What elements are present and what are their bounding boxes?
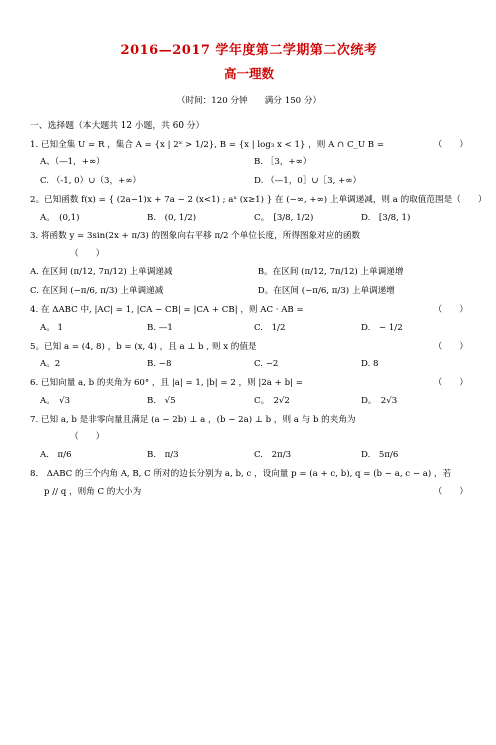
option-a: A. 在区间 (π/12, 7π/12) 上单调递减 bbox=[30, 266, 173, 277]
option-d: D。在区间 (−π/6, π/3) 上单调递增 bbox=[257, 286, 395, 297]
option-b: B。在区间 (π/12, 7π/12) 上单调递增 bbox=[257, 266, 404, 277]
question-5 bbox=[30, 342, 468, 370]
exam-meta: （时间：120 分钟 满分 150 分） bbox=[176, 95, 322, 106]
question-7-stem: 7. 已知 a, b 是非零向量且满足 (a − 2b) ⊥ a ，(b − 2a) ⊥ b ，则 a 与 b 的夹角为 bbox=[30, 414, 356, 425]
exam-page bbox=[0, 43, 496, 745]
question-1-stem: 1. 已知全集 U = R ，集合 A = {x | 2ˣ > 1/2}, B = {x | log₃ x < 1} ，则 A ∩ C_U B = bbox=[30, 139, 385, 150]
option-b: B. √5 bbox=[147, 395, 176, 406]
option-a: A. π/6 bbox=[40, 450, 72, 461]
question-6-options bbox=[40, 396, 468, 407]
exam-subtitle: 高一理数 bbox=[223, 66, 274, 82]
option-d: D. （—1，0］∪［3, +∞） bbox=[254, 176, 362, 187]
option-d: D. − 1/2 bbox=[361, 322, 403, 333]
question-8-stem-continued: p // q ，则角 C 的大小为 bbox=[44, 486, 142, 497]
option-a: A。 √3 bbox=[40, 395, 71, 406]
option-c: C. 在区间 (−π/6, π/3) 上单调递减 bbox=[30, 286, 164, 297]
answer-bracket: （ ） bbox=[433, 139, 468, 150]
section-heading: 一、选择题（本大题共 12 小题，共 60 分） bbox=[30, 120, 205, 131]
question-8-stem: 8. ΔABC 的三个内角 A, B, C 所对的边长分别为 a, b, c ，设向量 p = (a + c, b), q = (b − a, c − a) ，若 bbox=[30, 468, 452, 479]
question-2 bbox=[30, 194, 487, 223]
option-c: C。 2√2 bbox=[254, 395, 290, 406]
question-3-stem: 3. 将函数 y = 3sin(2x + π/3) 的图象向右平移 π/2 个单位长度，所得图象对应的函数 bbox=[30, 231, 361, 242]
option-d: D. [3/8, 1) bbox=[361, 212, 411, 223]
option-d: D. 8 bbox=[361, 359, 379, 370]
option-d: D。 2√3 bbox=[361, 395, 398, 406]
question-5-stem: 5。已知 a = (4, 8) ，b = (x, 4) ，且 a ⊥ b , 则 x 的值是 bbox=[30, 341, 257, 352]
answer-bracket: （ ） bbox=[433, 305, 468, 316]
question-7-options bbox=[40, 450, 468, 461]
option-c: C. 1/2 bbox=[254, 322, 286, 333]
question-3-options bbox=[30, 267, 468, 297]
option-c: C. （-1, 0）∪（3，+∞） bbox=[40, 176, 142, 187]
question-4 bbox=[30, 305, 468, 333]
option-a: A。 (0,1) bbox=[40, 212, 80, 223]
question-8 bbox=[30, 469, 468, 497]
option-b: B. —1 bbox=[147, 322, 173, 333]
answer-bracket: （ ） bbox=[433, 341, 468, 352]
option-c: C。 [3/8, 1/2) bbox=[254, 212, 314, 223]
answer-bracket: （ ） bbox=[433, 378, 468, 389]
exam-title: 2016—2017 学年度第二学期第二次统考 bbox=[120, 43, 378, 58]
question-1-options bbox=[40, 157, 468, 186]
question-2-stem: 2。已知函数 f(x) = { (2a−1)x + 7a − 2 (x<1) ; aˣ (x≥1) } 在 (−∞, +∞) 上单调递减，则 a 的取值范围是（ ） bbox=[30, 194, 487, 205]
option-b: B. ［3，+∞） bbox=[254, 157, 312, 168]
question-6 bbox=[30, 378, 468, 406]
option-a: A、（—1，+∞） bbox=[40, 157, 105, 168]
option-a: A。 1 bbox=[40, 322, 63, 333]
question-5-options bbox=[40, 359, 468, 370]
question-3 bbox=[30, 231, 468, 297]
option-c: C. 2π/3 bbox=[254, 450, 292, 461]
option-b: B. −8 bbox=[147, 359, 172, 370]
option-b: B. (0, 1/2) bbox=[147, 212, 197, 223]
question-6-stem: 6. 已知向量 a, b 的夹角为 60° ，且 |a| = 1, |b| = 2 ，则 |2a + b| = bbox=[30, 378, 303, 389]
question-4-stem: 4. 在 ΔABC 中, |AC| = 1, |CA − CB| = |CA + CB| ，则 AC · AB = bbox=[30, 305, 304, 316]
option-c: C. −2 bbox=[254, 359, 279, 370]
answer-bracket: （ ） bbox=[70, 432, 105, 443]
answer-bracket: （ ） bbox=[70, 249, 105, 259]
question-7 bbox=[30, 415, 468, 461]
question-1 bbox=[30, 140, 468, 187]
option-a: A。2 bbox=[40, 359, 61, 370]
option-b: B. π/3 bbox=[147, 450, 179, 461]
option-d: D. 5π/6 bbox=[361, 450, 399, 461]
question-4-options bbox=[40, 323, 468, 334]
question-2-options bbox=[40, 213, 468, 224]
answer-bracket: （ ） bbox=[433, 486, 468, 497]
